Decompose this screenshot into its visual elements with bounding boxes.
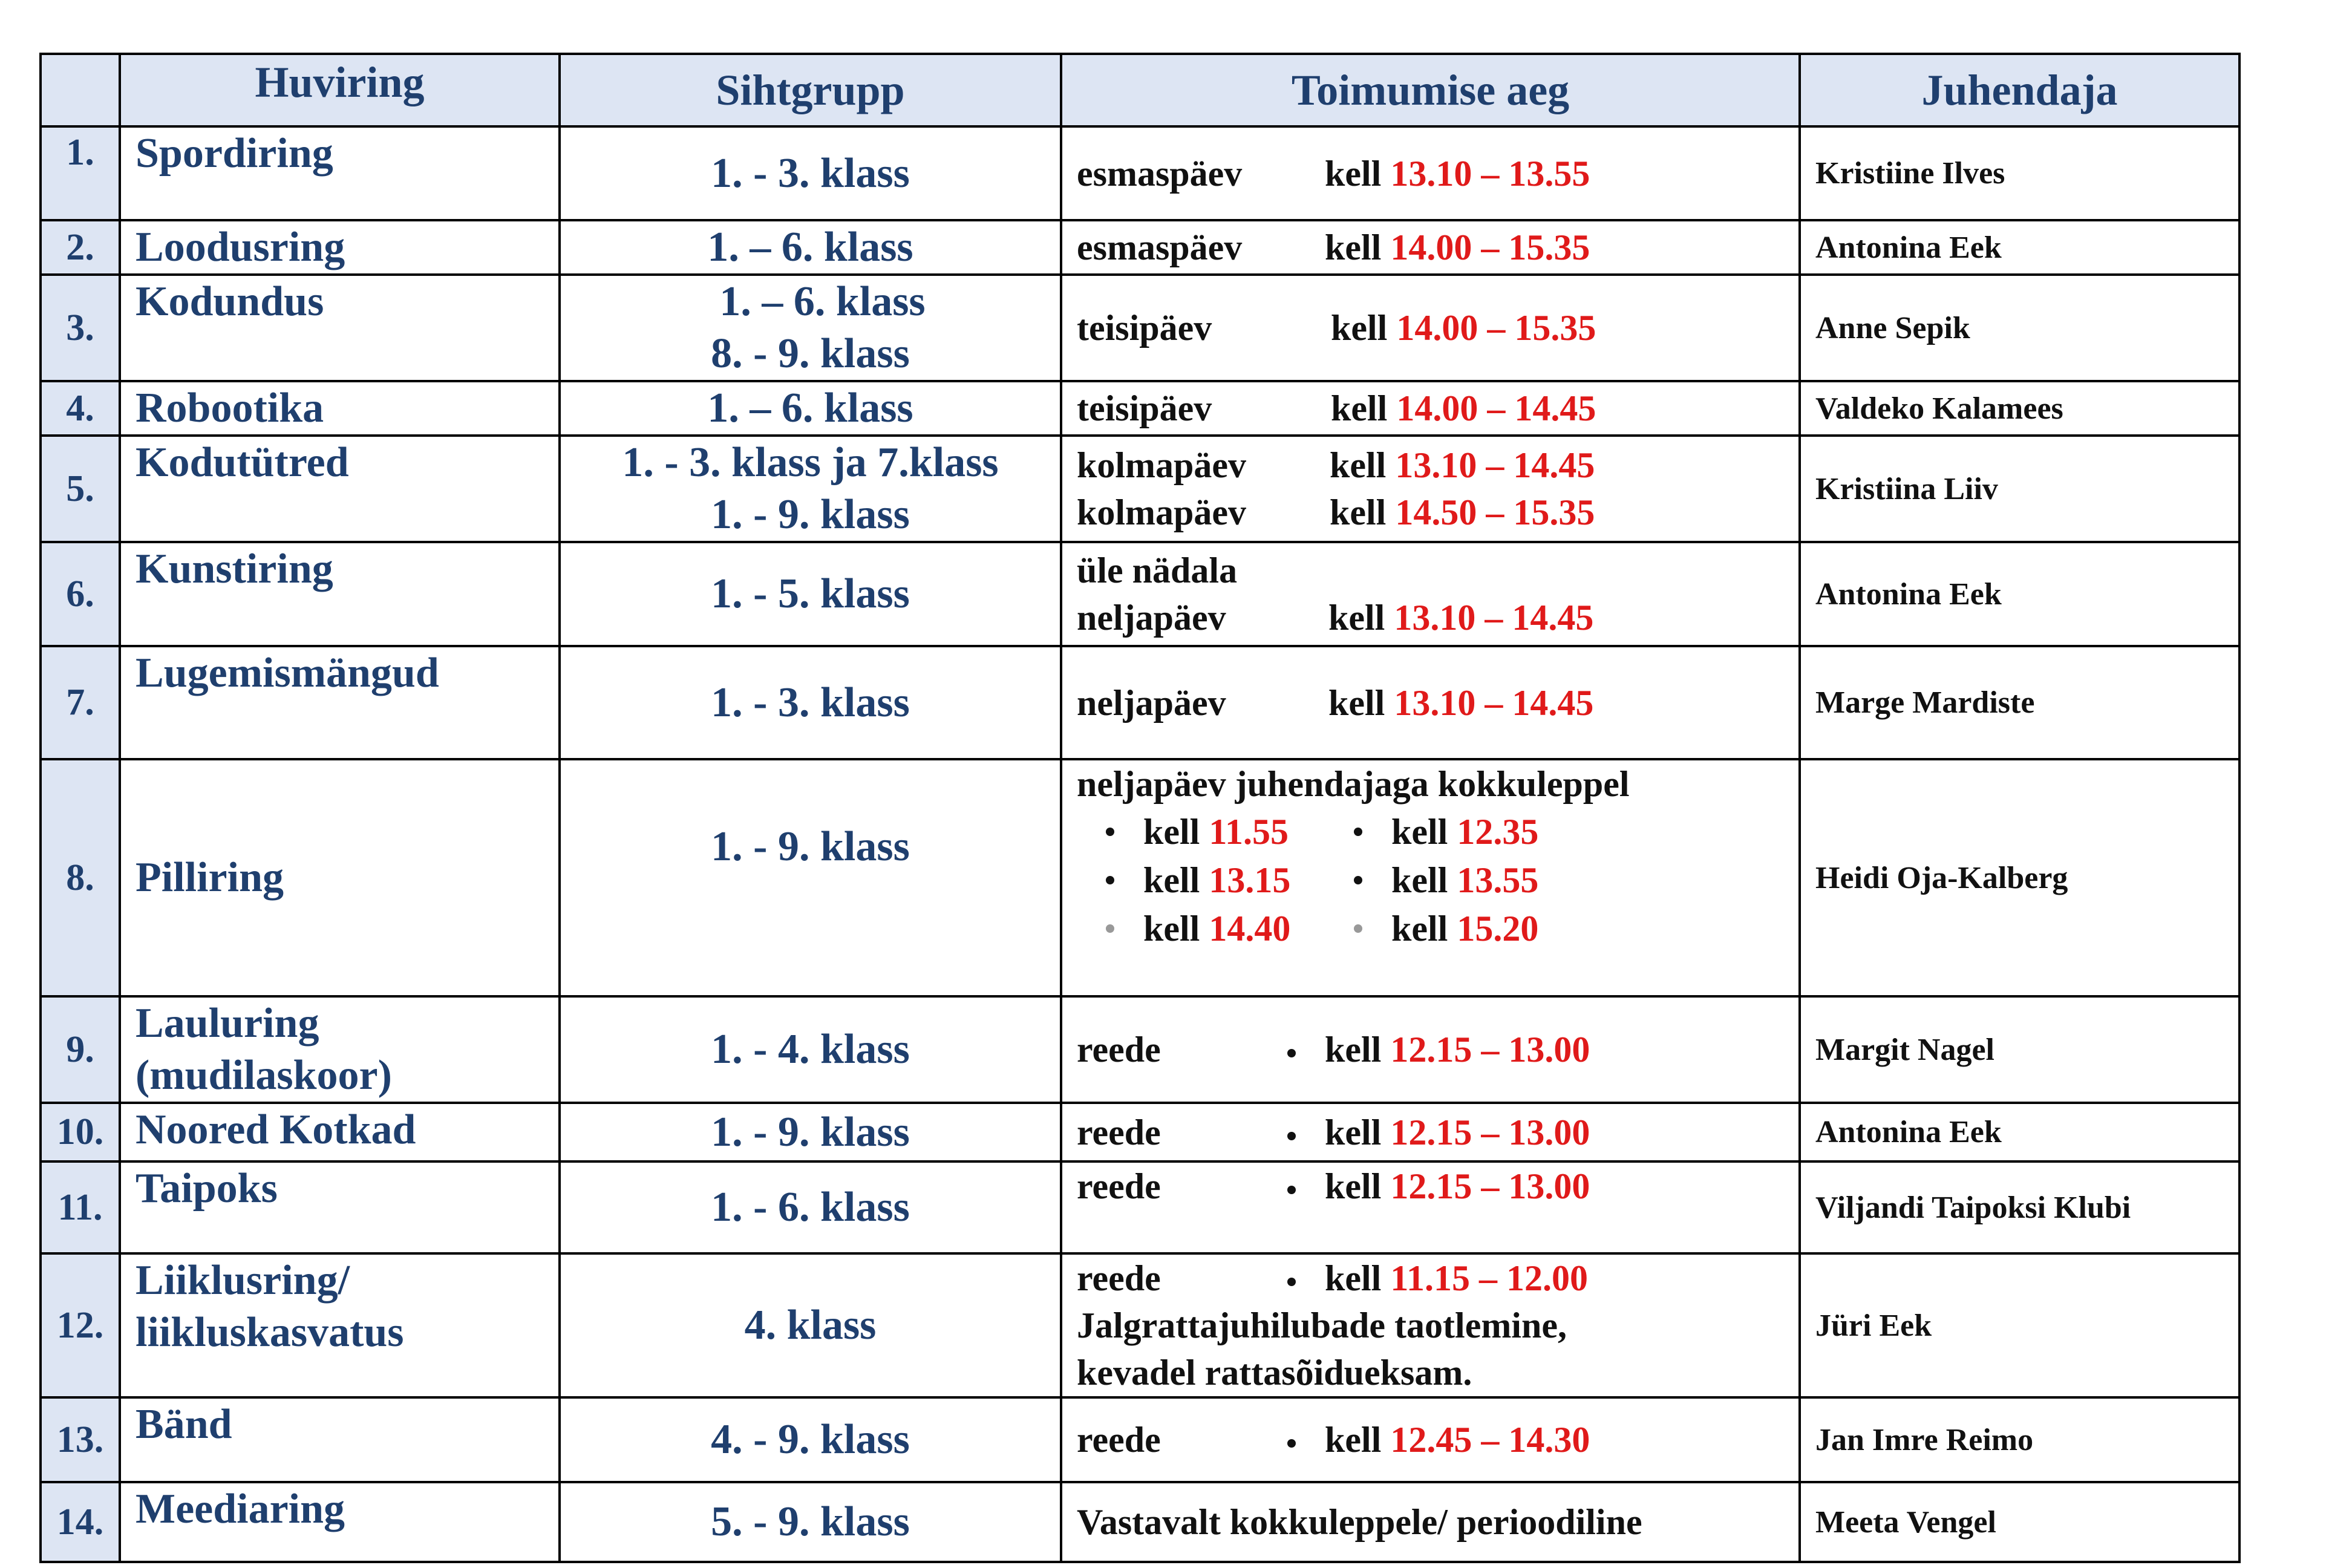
row-number: 2. <box>41 220 120 275</box>
bullet-icon <box>1354 828 1362 836</box>
activity-name: Robootika <box>120 381 560 436</box>
leader-name: Jan Imre Reimo <box>1800 1397 2239 1482</box>
row-number: 8. <box>41 759 120 996</box>
table-row <box>41 381 2239 436</box>
time-cell: reede kell 12.15 – 13.00 <box>1061 1161 1800 1253</box>
target-group: 1. - 6. klass <box>560 1161 1061 1253</box>
bullet-icon <box>1106 924 1114 933</box>
activity-name: Lugemismängud <box>120 646 560 759</box>
leader-name: Meeta Vengel <box>1800 1482 2239 1562</box>
target-group: 4. - 9. klass <box>560 1397 1061 1482</box>
target-group: 1. - 3. klass ja 7.klass 1. - 9. klass <box>560 436 1061 542</box>
activity-name: Spordiring <box>120 126 560 220</box>
bullet-icon <box>1354 924 1362 933</box>
header-leader: Juhendaja <box>1800 54 2239 126</box>
table-row <box>41 1253 2239 1397</box>
row-number: 7. <box>41 646 120 759</box>
time-cell: esmaspäev kell 13.10 – 13.55 <box>1061 126 1800 220</box>
row-number: 3. <box>41 275 120 381</box>
leader-name: Antonina Eek <box>1800 542 2239 646</box>
activity-name: Liiklusring/ liikluskasvatus <box>120 1253 560 1397</box>
bullet-icon <box>1287 1278 1296 1286</box>
bullet-icon <box>1287 1439 1296 1448</box>
bullet-icon <box>1287 1186 1296 1194</box>
target-group: 1. – 6. klass <box>560 381 1061 436</box>
leader-name: Marge Mardiste <box>1800 646 2239 759</box>
leader-name: Anne Sepik <box>1800 275 2239 381</box>
target-group: 5. - 9. klass <box>560 1482 1061 1562</box>
time-cell: reede kell 12.45 – 14.30 <box>1061 1397 1800 1482</box>
row-number: 4. <box>41 381 120 436</box>
time-cell: teisipäev kell 14.00 – 14.45 <box>1061 381 1800 436</box>
table-row <box>41 996 2239 1103</box>
activity-name: Noored Kotkad <box>120 1103 560 1161</box>
time-slots: kell 11.55 kell 12.35 kell 13.15 kell 13.55 kell 14.40 kell 15.20 <box>1077 808 1798 953</box>
time-cell: reede kell 11.15 – 12.00 Jalgrattajuhilubade taotlemine, kevadel rattasõidueksam. <box>1061 1253 1800 1397</box>
row-number: 5. <box>41 436 120 542</box>
bullet-icon <box>1106 876 1114 884</box>
activity-name: Bänd <box>120 1397 560 1482</box>
target-group: 1. - 4. klass <box>560 996 1061 1103</box>
bullet-icon <box>1106 828 1114 836</box>
leader-name: Kristiine Ilves <box>1800 126 2239 220</box>
header-group: Sihtgrupp <box>560 54 1061 126</box>
row-number: 6. <box>41 542 120 646</box>
bullet-icon <box>1287 1049 1296 1057</box>
activity-name: Kodutütred <box>120 436 560 542</box>
activity-name: Kodundus <box>120 275 560 381</box>
time-cell: neljapäev kell 13.10 – 14.45 <box>1061 646 1800 759</box>
time-cell: reede kell 12.15 – 13.00 <box>1061 1103 1800 1161</box>
header-row <box>41 54 2239 126</box>
activity-name: Meediaring <box>120 1482 560 1562</box>
table-row <box>41 1103 2239 1161</box>
time-cell: reede kell 12.15 – 13.00 <box>1061 996 1800 1103</box>
table-row <box>41 220 2239 275</box>
target-group: 4. klass <box>560 1253 1061 1397</box>
schedule-table <box>39 53 2241 1563</box>
row-number: 13. <box>41 1397 120 1482</box>
header-activity: Huviring <box>120 54 560 126</box>
leader-name: Antonina Eek <box>1800 1103 2239 1161</box>
target-group: 1. - 9. klass <box>560 759 1061 996</box>
leader-name: Jüri Eek <box>1800 1253 2239 1397</box>
table-row <box>41 759 2239 996</box>
table-row <box>41 1397 2239 1482</box>
row-number: 10. <box>41 1103 120 1161</box>
target-group: 1. - 3. klass <box>560 646 1061 759</box>
target-group: 1. - 9. klass <box>560 1103 1061 1161</box>
time-cell: üle nädala neljapäev kell 13.10 – 14.45 <box>1061 542 1800 646</box>
table-row <box>41 275 2239 381</box>
time-cell: teisipäev kell 14.00 – 15.35 <box>1061 275 1800 381</box>
row-number: 14. <box>41 1482 120 1562</box>
target-group: 1. - 5. klass <box>560 542 1061 646</box>
target-group: 1. – 6. klass 8. - 9. klass <box>560 275 1061 381</box>
activity-name: Lauluring (mudilaskoor) <box>120 996 560 1103</box>
leader-name: Viljandi Taipoksi Klubi <box>1800 1161 2239 1253</box>
table-row <box>41 126 2239 220</box>
time-cell: Vastavalt kokkuleppele/ perioodiline <box>1061 1482 1800 1562</box>
header-time: Toimumise aeg <box>1061 54 1800 126</box>
bullet-icon <box>1354 876 1362 884</box>
row-number: 12. <box>41 1253 120 1397</box>
table-row <box>41 436 2239 542</box>
time-cell: kolmapäev kell 13.10 – 14.45 kolmapäev kell 14.50 – 15.35 <box>1061 436 1800 542</box>
time-cell: neljapäev juhendajaga kokkuleppel kell 11.55 kell 12.35 kell 13.15 kell 13.55 kell 14.40 kell 15.20 <box>1061 759 1800 996</box>
leader-name: Margit Nagel <box>1800 996 2239 1103</box>
leader-name: Heidi Oja-Kalberg <box>1800 759 2239 996</box>
table-row <box>41 1161 2239 1253</box>
row-number: 1. <box>41 126 120 220</box>
row-number: 11. <box>41 1161 120 1253</box>
activity-name: Taipoks <box>120 1161 560 1253</box>
header-num <box>41 54 120 126</box>
table-row <box>41 646 2239 759</box>
row-number: 9. <box>41 996 120 1103</box>
leader-name: Antonina Eek <box>1800 220 2239 275</box>
activity-name: Loodusring <box>120 220 560 275</box>
table-row <box>41 1482 2239 1562</box>
leader-name: Valdeko Kalamees <box>1800 381 2239 436</box>
activity-name: Kunstiring <box>120 542 560 646</box>
leader-name: Kristiina Liiv <box>1800 436 2239 542</box>
target-group: 1. - 3. klass <box>560 126 1061 220</box>
activity-name: Pilliring <box>120 759 560 996</box>
bullet-icon <box>1287 1132 1296 1140</box>
target-group: 1. – 6. klass <box>560 220 1061 275</box>
time-cell: esmaspäev kell 14.00 – 15.35 <box>1061 220 1800 275</box>
table-row <box>41 542 2239 646</box>
